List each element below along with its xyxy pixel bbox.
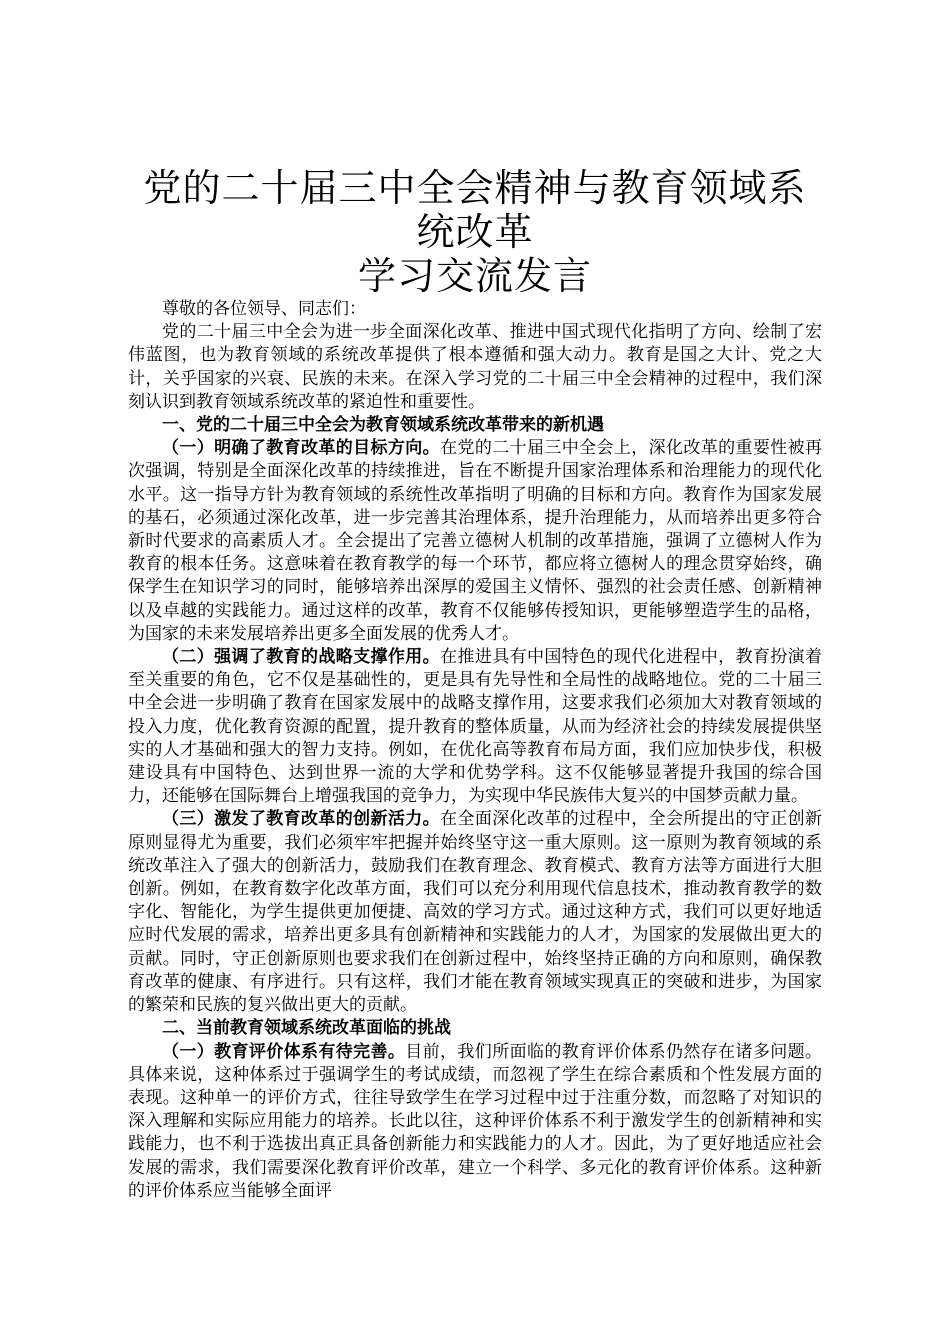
paragraph-lead: （一）教育评价体系有待完善。 <box>162 1041 406 1062</box>
section-1-heading: 一、党的二十届三中全会为教育领域系统改革带来的新机遇 <box>162 415 604 436</box>
section-1-paragraph-2 <box>128 646 822 808</box>
paragraph-body: 在全面深化改革的过程中，全会所提出的守正创新原则显得尤为重要，我们必须牢牢把握并始终坚守这一重大原则。这一原则为教育领域的系统改革注入了强大的创新活力，鼓励我们在教育理念、教育模式、教育方法等方面进行大胆创新。例如，在教育数字化改革方面，我们可以充分利用现代信息技术，推动教育教学的数字化、智能化，为学生提供更加便捷、高效的学习方式。通过这种方式，我们可以更好地适应时代发展的需求，培养出更多具有创新精神和实践能力的人才，为国家的发展做出更大的贡献。同时，守正创新原则也要求我们在创新过程中，始终坚持正确的方向和原则，确保教育改革的健康、有序进行。只有这样，我们才能在教育领域实现真正的突破和进步，为国家的繁荣和民族的复兴做出更大的贡献。 <box>128 809 823 1016</box>
paragraph-lead: （二）强调了教育的战略支撑作用。 <box>162 647 441 668</box>
title-line-1: 党的二十届三中全会精神与教育领域系统改革 <box>143 166 807 254</box>
section-2-heading: 二、当前教育领域系统改革面临的挑战 <box>162 1018 451 1039</box>
salutation: 尊敬的各位领导、同志们： <box>162 299 366 319</box>
paragraph-body: 目前，我们所面临的教育评价体系仍然存在诸多问题。具体来说，这种体系过于强调学生的考试成绩，而忽视了学生在综合素质和个性发展方面的表现。这种单一的评价方式，往往导致学生在学习过程中过于注重分数，而忽略了对知识的深入理解和实际应用能力的培养。长此以往，这种评价体系不利于激发学生的创新精神和实践能力，也不利于选拔出真正具备创新能力和实践能力的人才。因此，为了更好地适应社会发展的需求，我们需要深化教育评价改革，建立一个科学、多元化的教育评价体系。这种新的评价体系应当能够全面评 <box>128 1041 822 1201</box>
paragraph-lead: （三）激发了教育改革的创新活力。 <box>162 809 441 830</box>
section-2-paragraph-1 <box>128 1041 822 1203</box>
document-title <box>128 166 822 298</box>
intro-paragraph: 党的二十届三中全会为进一步全面深化改革、推进中国式现代化指明了方向、绘制了宏伟蓝图，也为教育领域的系统改革提供了根本遵循和强大动力。教育是国之大计、党之大计，关乎国家的兴衰、民族的未来。在深入学习党的二十届三中全会精神的过程中，我们深刻认识到教育领域系统改革的紧迫性和重要性。 <box>128 322 822 412</box>
paragraph-lead: （一）明确了教育改革的目标方向。 <box>162 438 441 459</box>
paragraph-body: 在党的二十届三中全会上，深化改革的重要性被再次强调，特别是全面深化改革的持续推进，旨在不断提升国家治理体系和治理能力的现代化水平。这一指导方针为教育领域的系统性改革指明了明确的目标和方向。教育作为国家发展的基石，必须通过深化改革，进一步完善其治理体系，提升治理能力，从而培养出更多符合新时代要求的高素质人才。全会提出了完善立德树人机制的改革措施，强调了立德树人作为教育的根本任务。这意味着在教育教学的每一个环节，都应将立德树人的理念贯穿始终，确保学生在知识学习的同时，能够培养出深厚的爱国主义情怀、强烈的社会责任感、创新精神以及卓越的实践能力。通过这样的改革，教育不仅能够传授知识，更能够塑造学生的品格，为国家的未来发展培养出更多全面发展的优秀人才。 <box>128 438 823 644</box>
section-1-paragraph-1 <box>128 437 822 646</box>
section-1-paragraph-3 <box>128 808 822 1017</box>
document-body <box>128 166 822 1203</box>
title-line-2: 学习交流发言 <box>357 254 592 298</box>
paragraph-body: 在推进具有中国特色的现代化进程中，教育扮演着至关重要的角色，它不仅是基础性的，更是具有先导性和全局性的战略地位。党的二十届三中全会进一步明确了教育在国家发展中的战略支撑作用，这要求我们必须加大对教育领域的投入力度，优化教育资源的配置，提升教育的整体质量，从而为经济社会的持续发展提供坚实的人才基础和强大的智力支持。例如，在优化高等教育布局方面，我们应加快步伐，积极建设具有中国特色、达到世界一流的大学和优势学科。这不仅能够显著提升我国的综合国力，还能够在国际舞台上增强我国的竞争力，为实现中华民族伟大复兴的中国梦贡献力量。 <box>128 647 823 807</box>
